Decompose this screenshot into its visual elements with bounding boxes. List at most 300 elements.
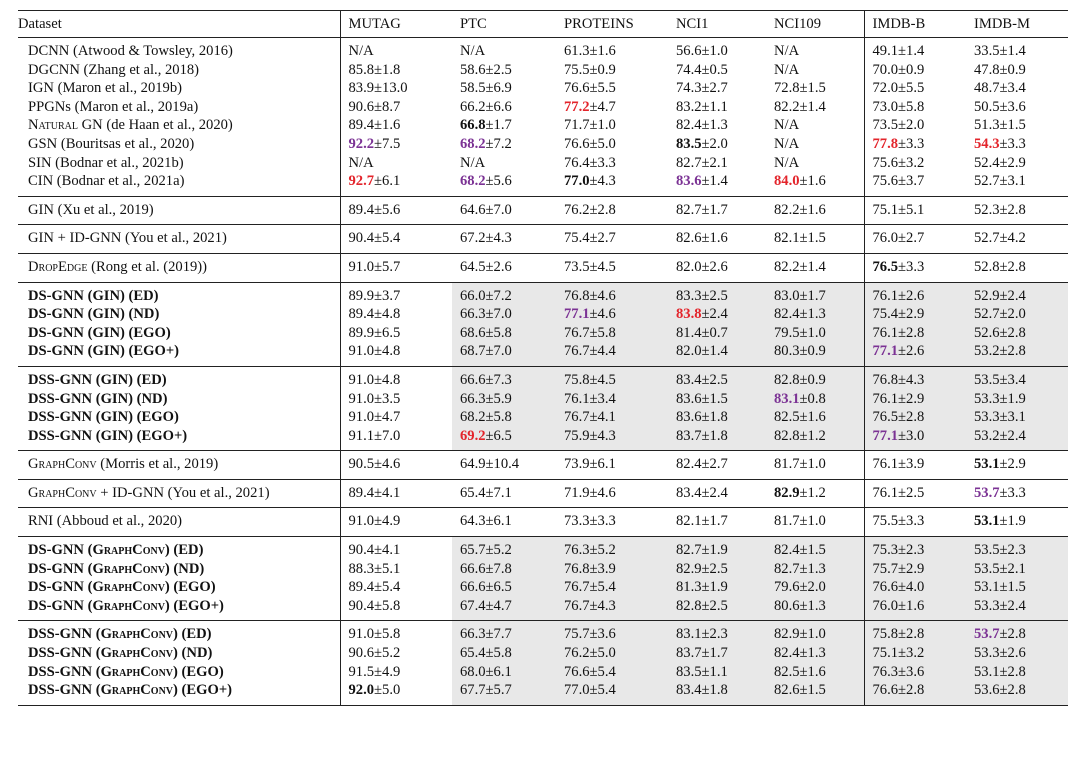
cell-nci109: N/A (774, 135, 800, 152)
std-value: ±1.6 (799, 173, 826, 190)
cell-nci109: 81.7±1.0 (766, 451, 864, 480)
highlighted-value: 53.7 (974, 484, 1000, 501)
row-label: DSS-GNN (GIN) (ND) (28, 390, 168, 407)
highlighted-value: 92.7 (348, 173, 375, 190)
row-label: DSS-GNN (GIN) (EGO+) (28, 427, 188, 444)
cell-nci1: 83.3±2.5 (668, 282, 766, 305)
cell-proteins: 76.7±4.3 (556, 597, 668, 621)
table-row (18, 427, 1068, 451)
row-label: GraphConv + ID-GNN (You et al., 2021) (18, 479, 340, 508)
cell-nci109 (766, 390, 864, 409)
cell-imdb-m: 53.3±2.4 (966, 597, 1068, 621)
table-row (18, 324, 1068, 343)
cell-proteins: 73.3±3.3 (556, 508, 668, 537)
cell-ptc: 65.4±5.8 (452, 644, 556, 663)
cell-proteins (556, 98, 668, 117)
std-value: ±5.6 (485, 173, 512, 190)
cell-imdb-b: 75.6±3.2 (864, 154, 966, 173)
cell-nci1: 83.1±2.3 (668, 621, 766, 644)
cell-ptc: 66.6±6.5 (452, 578, 556, 597)
std-value: ±6.5 (485, 427, 512, 444)
cell-mutag: 90.4±5.8 (340, 597, 452, 621)
highlighted-value: 53.7 (974, 626, 1000, 643)
header-row (18, 11, 1068, 38)
std-value: ±2.0 (701, 135, 728, 152)
table-row (18, 305, 1068, 324)
cell-mutag: 90.6±8.7 (340, 98, 452, 117)
std-value: ±7.5 (374, 135, 401, 152)
row-label: DS-GNN (GraphConv) (ED) (18, 537, 340, 560)
cell-proteins: 76.2±5.0 (556, 644, 668, 663)
cell-ptc: 64.6±7.0 (452, 196, 556, 225)
cell-ptc: 66.0±7.2 (452, 282, 556, 305)
cell-nci1: 74.4±0.5 (676, 61, 728, 78)
cell-imdb-b: 70.0±0.9 (864, 61, 966, 80)
cell-nci109: 82.4±1.3 (766, 305, 864, 324)
table-row (18, 663, 1068, 682)
cell-mutag: 90.4±5.4 (340, 225, 452, 254)
table-row (18, 282, 1068, 305)
highlighted-value: 68.2 (460, 173, 486, 190)
highlighted-value: 92.2 (348, 135, 375, 152)
cell-proteins: 75.4±2.7 (556, 225, 668, 254)
cell-imdb-b: 75.1±5.1 (864, 196, 966, 225)
cell-imdb-m (966, 135, 1068, 154)
cell-imdb-b: 76.1±2.8 (864, 324, 966, 343)
cell-proteins: 76.1±3.4 (556, 390, 668, 409)
cell-nci109: N/A (774, 154, 800, 171)
cell-imdb-b: 75.6±3.7 (864, 172, 966, 196)
small-caps-name: DropEdge (28, 258, 88, 275)
cell-imdb-m: 47.8±0.9 (974, 61, 1026, 78)
results-table-container (18, 10, 1068, 706)
cell-imdb-b: 76.0±2.7 (864, 225, 966, 254)
table-row (18, 61, 1068, 80)
cell-mutag: 89.4±4.8 (340, 305, 452, 324)
row-label: DS-GNN (GIN) (ED) (18, 282, 340, 305)
std-value: ±4.3 (589, 173, 616, 190)
cell-proteins: 75.7±3.6 (556, 621, 668, 644)
cell-imdb-m: 53.1±2.8 (966, 663, 1068, 682)
cell-nci109: 82.4±1.5 (766, 537, 864, 560)
cell-nci1: 82.7±1.7 (668, 196, 766, 225)
cell-imdb-m: 53.1±1.5 (966, 578, 1068, 597)
cell-imdb-m: 52.7±2.0 (966, 305, 1068, 324)
row-label: GIN + ID-GNN (You et al., 2021) (18, 225, 340, 254)
cell-mutag: 91.0±4.7 (340, 408, 452, 427)
header-proteins: PROTEINS (556, 11, 668, 38)
highlighted-value: 54.3 (974, 135, 1000, 152)
table-row (18, 196, 1068, 225)
row-label: RNI (Abboud et al., 2020) (18, 508, 340, 537)
header-dataset: Dataset (18, 11, 340, 38)
highlighted-value: 82.9 (774, 484, 800, 501)
table-row (18, 390, 1068, 409)
highlighted-value: 92.0 (348, 682, 375, 699)
cell-imdb-m: 52.7±3.1 (974, 173, 1026, 190)
table-row (18, 578, 1068, 597)
cell-nci109: N/A (774, 117, 800, 134)
small-caps-name: GraphConv (100, 645, 174, 662)
cell-imdb-b (864, 253, 966, 282)
cell-mutag: 90.5±4.6 (340, 451, 452, 480)
cell-ptc (452, 116, 556, 135)
cell-mutag: 91.5±4.9 (340, 663, 452, 682)
small-caps-name: GraphConv (92, 542, 165, 559)
table-row (18, 366, 1068, 389)
row-label: GSN (Bouritsas et al., 2020) (28, 135, 195, 152)
cell-imdb-b (864, 135, 966, 154)
cell-proteins (556, 305, 668, 324)
table-row (18, 537, 1068, 560)
cell-mutag: 91.1±7.0 (340, 427, 452, 451)
cell-imdb-m: 53.2±2.4 (966, 427, 1068, 451)
small-caps-name: GraphConv (28, 456, 97, 473)
cell-mutag (340, 681, 452, 705)
cell-ptc: 64.9±10.4 (452, 451, 556, 480)
cell-proteins (556, 172, 668, 196)
row-label: DS-GNN (GraphConv) (EGO+) (28, 597, 224, 614)
std-value: ±1.9 (999, 513, 1026, 530)
cell-ptc: 64.5±2.6 (452, 253, 556, 282)
cell-ptc: 65.7±5.2 (452, 537, 556, 560)
cell-imdb-b: 75.1±3.2 (864, 644, 966, 663)
cell-imdb-m (966, 508, 1068, 537)
cell-nci109: 82.6±1.5 (766, 681, 864, 705)
cell-nci1: 82.7±2.1 (676, 154, 728, 171)
cell-proteins: 71.7±1.0 (564, 117, 616, 134)
row-label: CIN (Bodnar et al., 2021a) (28, 173, 185, 190)
row-label: DS-GNN (GIN) (ND) (28, 306, 160, 323)
small-caps-name: GraphConv (28, 484, 97, 501)
table-row (18, 154, 1068, 173)
cell-imdb-b: 76.3±3.6 (864, 663, 966, 682)
cell-nci109: 82.4±1.3 (766, 644, 864, 663)
row-label: SIN (Bodnar et al., 2021b) (28, 154, 184, 171)
cell-ptc: 68.7±7.0 (452, 342, 556, 366)
cell-proteins: 61.3±1.6 (556, 38, 668, 61)
highlighted-value: 83.5 (676, 135, 702, 152)
cell-proteins: 76.2±2.8 (556, 196, 668, 225)
row-label: DSS-GNN (GraphConv) (EGO+) (18, 681, 340, 705)
cell-ptc: 66.3±7.7 (452, 621, 556, 644)
cell-mutag: 90.6±5.2 (340, 644, 452, 663)
table-row (18, 597, 1068, 621)
cell-ptc: 64.3±6.1 (452, 508, 556, 537)
cell-imdb-m: 50.5±3.6 (974, 98, 1026, 115)
std-value: ±0.8 (799, 390, 826, 407)
cell-nci109: 82.2±1.4 (774, 98, 826, 115)
cell-ptc: 58.5±6.9 (460, 80, 512, 97)
cell-ptc: 66.3±7.0 (452, 305, 556, 324)
cell-nci109 (766, 479, 864, 508)
cell-imdb-m: 52.4±2.9 (974, 154, 1026, 171)
std-value: ±3.3 (999, 135, 1026, 152)
cell-ptc: N/A (460, 154, 486, 171)
cell-nci1: 83.6±1.5 (668, 390, 766, 409)
cell-ptc (452, 172, 556, 196)
std-value: ±1.2 (799, 484, 826, 501)
std-value: ±2.4 (701, 306, 728, 323)
cell-ptc: 66.6±7.8 (452, 560, 556, 579)
cell-mutag: N/A (340, 154, 452, 173)
row-label: DS-GNN (GIN) (EGO) (28, 324, 171, 341)
cell-nci1: 82.0±2.6 (668, 253, 766, 282)
cell-proteins: 77.0±5.4 (556, 681, 668, 705)
table-row (18, 408, 1068, 427)
cell-nci109: 83.0±1.7 (766, 282, 864, 305)
cell-imdb-m: 53.3±3.1 (966, 408, 1068, 427)
cell-ptc: 67.7±5.7 (452, 681, 556, 705)
cell-mutag: 91.0±3.5 (340, 390, 452, 409)
cell-mutag: 89.4±5.6 (340, 196, 452, 225)
cell-nci109: 82.5±1.6 (766, 408, 864, 427)
cell-imdb-m: 33.5±1.4 (966, 38, 1068, 61)
cell-ptc (452, 135, 556, 154)
cell-imdb-m: 53.5±2.1 (966, 560, 1068, 579)
cell-imdb-b (864, 342, 966, 366)
cell-nci109: 82.8±0.9 (766, 366, 864, 389)
row-label: DS-GNN (GIN) (EGO+) (28, 343, 180, 360)
cell-ptc (452, 427, 556, 451)
cell-nci1 (668, 305, 766, 324)
cell-nci109 (766, 172, 864, 196)
cell-nci109: N/A (766, 38, 864, 61)
cell-imdb-m: 53.3±2.6 (966, 644, 1068, 663)
highlighted-value: 77.2 (564, 98, 590, 115)
cell-mutag: 89.4±1.6 (340, 116, 452, 135)
results-table (18, 10, 1068, 706)
cell-ptc: 65.4±7.1 (452, 479, 556, 508)
row-label: DCNN (Atwood & Towsley, 2016) (18, 38, 340, 61)
cell-ptc: 67.2±4.3 (452, 225, 556, 254)
cell-nci109: 82.5±1.6 (766, 663, 864, 682)
cell-imdb-m: 48.7±3.4 (974, 80, 1026, 97)
highlighted-value: 77.8 (872, 135, 899, 152)
cell-nci109: 82.2±1.4 (766, 253, 864, 282)
small-caps-name: Natural (28, 117, 78, 134)
cell-proteins: 76.4±3.3 (564, 154, 616, 171)
cell-imdb-b: 75.4±2.9 (864, 305, 966, 324)
std-value: ±2.8 (999, 626, 1026, 643)
cell-ptc: 68.6±5.8 (452, 324, 556, 343)
cell-ptc: 68.2±5.8 (452, 408, 556, 427)
cell-proteins: 76.6±5.4 (556, 663, 668, 682)
small-caps-name: GraphConv (100, 626, 174, 643)
cell-imdb-b: 75.5±3.3 (864, 508, 966, 537)
std-value: ±3.3 (898, 135, 925, 152)
highlighted-value: 76.5 (872, 258, 899, 275)
cell-nci1: 82.9±2.5 (668, 560, 766, 579)
small-caps-name: GraphConv (92, 597, 165, 614)
cell-proteins: 76.8±4.6 (556, 282, 668, 305)
cell-nci109: 72.8±1.5 (774, 80, 826, 97)
cell-imdb-m: 53.6±2.8 (966, 681, 1068, 705)
cell-nci109: 81.7±1.0 (766, 508, 864, 537)
cell-imdb-b: 76.1±3.9 (864, 451, 966, 480)
header-nci109: NCI109 (766, 11, 864, 38)
cell-imdb-m: 51.3±1.5 (974, 117, 1026, 134)
cell-nci1: 83.7±1.8 (668, 427, 766, 451)
header-imdb-b: IMDB-B (864, 11, 966, 38)
table-row (18, 116, 1068, 135)
std-value: ±2.9 (999, 456, 1026, 473)
header-nci1: NCI1 (668, 11, 766, 38)
cell-imdb-m (966, 621, 1068, 644)
cell-ptc: 58.6±2.5 (460, 61, 512, 78)
cell-mutag: 91.0±4.8 (340, 366, 452, 389)
highlighted-value: 84.0 (774, 173, 800, 190)
cell-nci1: 83.4±2.5 (668, 366, 766, 389)
cell-imdb-m: 53.3±1.9 (966, 390, 1068, 409)
cell-mutag (340, 135, 452, 154)
highlighted-value: 66.8 (460, 117, 486, 134)
table-row (18, 79, 1068, 98)
results-body (18, 38, 1068, 706)
cell-mutag: 91.0±4.8 (340, 342, 452, 366)
cell-proteins: 73.5±4.5 (556, 253, 668, 282)
table-row (18, 38, 1068, 61)
cell-nci1: 83.2±1.1 (676, 98, 728, 115)
small-caps-name: GraphConv (100, 663, 174, 680)
cell-imdb-m: 53.2±2.8 (966, 342, 1068, 366)
cell-imdb-m (966, 451, 1068, 480)
std-value: ±1.7 (485, 117, 512, 134)
highlighted-value: 83.8 (676, 306, 702, 323)
table-row (18, 172, 1068, 196)
row-label: DGCNN (Zhang et al., 2018) (28, 61, 200, 78)
cell-mutag: 90.4±4.1 (340, 537, 452, 560)
row-label: PPGNs (Maron et al., 2019a) (28, 98, 199, 115)
std-value: ±4.6 (589, 306, 616, 323)
cell-imdb-b: 76.6±2.8 (864, 681, 966, 705)
header-mutag: MUTAG (340, 11, 452, 38)
cell-imdb-m: 52.3±2.8 (966, 196, 1068, 225)
std-value: ±7.2 (485, 135, 512, 152)
cell-ptc: 66.2±6.6 (460, 98, 512, 115)
cell-mutag: 83.9±13.0 (340, 79, 452, 98)
highlighted-value: 77.0 (564, 173, 590, 190)
cell-proteins: 76.7±4.1 (556, 408, 668, 427)
cell-nci1: 82.4±1.3 (676, 117, 728, 134)
small-caps-name: GraphConv (92, 560, 165, 577)
highlighted-value: 77.1 (872, 427, 899, 444)
row-label: Natural GN (de Haan et al., 2020) (28, 117, 233, 134)
cell-mutag: 88.3±5.1 (340, 560, 452, 579)
cell-imdb-b: 76.8±4.3 (864, 366, 966, 389)
cell-nci109: 80.3±0.9 (766, 342, 864, 366)
small-caps-name: GraphConv (100, 682, 174, 699)
cell-ptc: 67.4±4.7 (452, 597, 556, 621)
cell-proteins: 76.3±5.2 (556, 537, 668, 560)
cell-nci1: 83.6±1.8 (668, 408, 766, 427)
cell-imdb-b: 72.0±5.5 (864, 79, 966, 98)
cell-proteins: 76.7±5.4 (556, 578, 668, 597)
cell-imdb-b: 73.0±5.8 (864, 98, 966, 117)
cell-imdb-m: 53.5±2.3 (966, 537, 1068, 560)
cell-imdb-b: 75.3±2.3 (864, 537, 966, 560)
row-label: DSS-GNN (GraphConv) (EGO) (28, 663, 224, 680)
cell-imdb-m: 52.6±2.8 (966, 324, 1068, 343)
highlighted-value: 83.6 (676, 173, 702, 190)
cell-nci109: N/A (774, 61, 800, 78)
cell-nci1: 81.3±1.9 (668, 578, 766, 597)
cell-imdb-b: 76.0±1.6 (864, 597, 966, 621)
row-label: GraphConv (Morris et al., 2019) (18, 451, 340, 480)
table-row (18, 479, 1068, 508)
cell-imdb-m: 53.5±3.4 (966, 366, 1068, 389)
cell-nci1: 74.3±2.7 (676, 80, 728, 97)
cell-proteins: 73.9±6.1 (556, 451, 668, 480)
cell-imdb-m: 52.9±2.4 (966, 282, 1068, 305)
table-row (18, 253, 1068, 282)
cell-imdb-b: 76.1±2.5 (864, 479, 966, 508)
cell-mutag: 85.8±1.8 (340, 61, 452, 80)
cell-nci1: 82.7±1.9 (668, 537, 766, 560)
cell-nci109: 82.9±1.0 (766, 621, 864, 644)
cell-nci109: 82.2±1.6 (766, 196, 864, 225)
row-label: DSS-GNN (GraphConv) (ND) (28, 645, 213, 662)
cell-proteins: 76.6±5.5 (564, 80, 616, 97)
cell-mutag: N/A (340, 38, 452, 61)
highlighted-value: 69.2 (460, 427, 486, 444)
cell-nci109: 80.6±1.3 (766, 597, 864, 621)
cell-nci1: 82.0±1.4 (668, 342, 766, 366)
cell-mutag: 91.0±4.9 (340, 508, 452, 537)
cell-nci109: 79.6±2.0 (766, 578, 864, 597)
highlighted-value: 68.2 (460, 135, 486, 152)
cell-ptc: 66.6±7.3 (452, 366, 556, 389)
row-label: DS-GNN (GraphConv) (EGO) (28, 579, 216, 596)
cell-nci1 (668, 135, 766, 154)
cell-imdb-m (966, 479, 1068, 508)
std-value: ±3.3 (999, 484, 1026, 501)
cell-imdb-b: 75.8±2.8 (864, 621, 966, 644)
table-row (18, 681, 1068, 705)
cell-imdb-b: 76.6±4.0 (864, 578, 966, 597)
cell-nci1: 83.4±2.4 (668, 479, 766, 508)
cell-nci1: 81.4±0.7 (668, 324, 766, 343)
table-row (18, 451, 1068, 480)
highlighted-value: 53.1 (974, 456, 1000, 473)
highlighted-value: 77.1 (872, 343, 899, 360)
highlighted-value: 83.1 (774, 390, 800, 407)
table-row (18, 225, 1068, 254)
cell-nci1: 82.1±1.7 (668, 508, 766, 537)
row-label: DS-GNN (GraphConv) (ND) (28, 560, 205, 577)
cell-proteins: 76.7±5.8 (556, 324, 668, 343)
cell-imdb-m: 52.8±2.8 (966, 253, 1068, 282)
row-label: GIN (Xu et al., 2019) (18, 196, 340, 225)
cell-imdb-b: 75.7±2.9 (864, 560, 966, 579)
small-caps-name: GraphConv (92, 579, 165, 596)
cell-nci1: 82.8±2.5 (668, 597, 766, 621)
std-value: ±5.0 (374, 682, 401, 699)
std-value: ±3.0 (898, 427, 925, 444)
cell-nci1: 83.7±1.7 (668, 644, 766, 663)
header-ptc: PTC (452, 11, 556, 38)
table-row (18, 560, 1068, 579)
cell-mutag: 91.0±5.7 (340, 253, 452, 282)
row-label: DSS-GNN (GIN) (EGO) (28, 409, 179, 426)
cell-mutag: 89.9±6.5 (340, 324, 452, 343)
std-value: ±1.4 (701, 173, 728, 190)
row-label: IGN (Maron et al., 2019b) (28, 80, 183, 97)
cell-mutag: 89.4±4.1 (340, 479, 452, 508)
cell-imdb-m: 52.7±4.2 (966, 225, 1068, 254)
cell-mutag (340, 172, 452, 196)
table-row (18, 135, 1068, 154)
